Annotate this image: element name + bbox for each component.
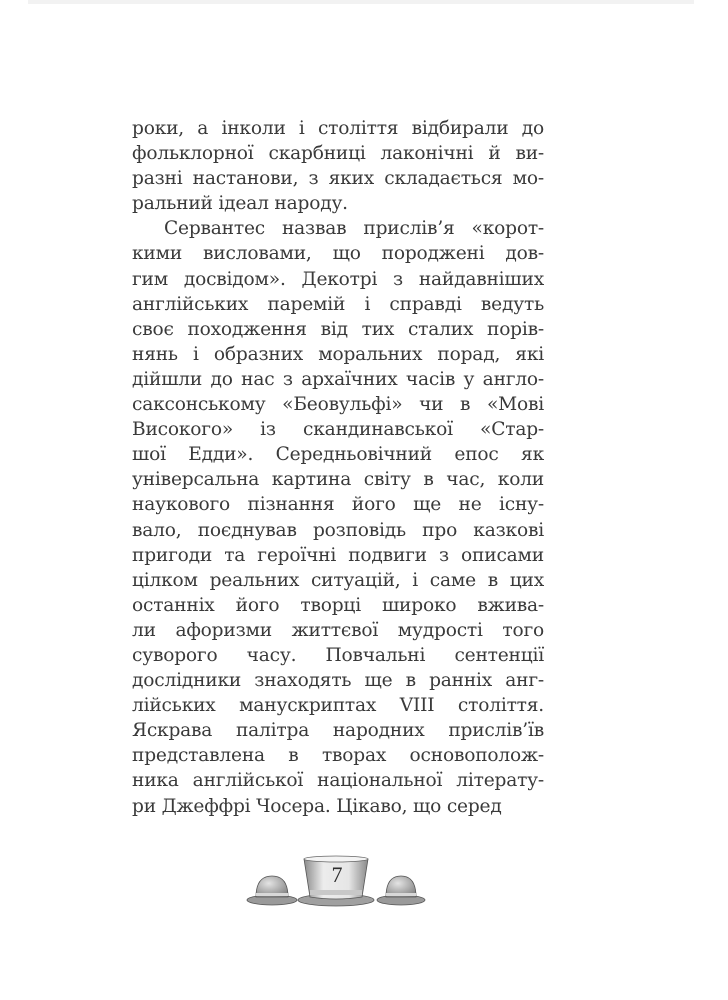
text-line: дослідники знаходять ще в ранніх анг- (132, 670, 544, 692)
text-line: ли афоризми життєвої мудрості того (132, 619, 544, 641)
text-line: шої Едди». Середньовічний епос як (132, 444, 544, 466)
text-line: Високого» із скандинавської «Стар- (132, 419, 544, 441)
bowler-hat-left-icon (247, 876, 297, 905)
page-number: 7 (331, 862, 343, 887)
text-line: останніх його творці широко вжива- (132, 594, 544, 616)
text-line: Сервантес назвав прислів’я «корот- (164, 218, 544, 240)
text-line: разні настанови, з яких складається мо- (132, 168, 544, 190)
text-line: роки, а інколи і століття відбирали до (132, 118, 544, 139)
text-line: ника англійської національної літерату- (132, 770, 544, 792)
text-line: ри Джеффрі Чосера. Цікаво, що серед (132, 795, 502, 817)
text-line: наукового пізнання його ще не існу- (132, 494, 544, 516)
text-line: представлена в творах основополож- (132, 745, 544, 767)
text-line: дійшли до нас з архаїчних часів у англо- (132, 368, 544, 390)
text-line: фольклорної скарбниці лаконічні й ви- (132, 143, 544, 165)
page-top-edge (28, 0, 694, 4)
text-line: гим досвідом». Декотрі з найдавніших (132, 268, 544, 290)
text-line: Яскрава палітра народних прислів’їв (132, 720, 544, 742)
text-line: нянь і образних моральних порад, які (132, 343, 544, 365)
text-line: вало, поєднував розповідь про казкові (132, 519, 544, 541)
text-line: цілком реальних ситуацій, і саме в цих (132, 569, 544, 591)
text-line: лійських манускриптах VIII століття. (132, 695, 544, 717)
text-line: ральний ідеал народу. (132, 193, 348, 215)
text-line: своє походження від тих сталих порів- (132, 318, 544, 340)
text-line: універсальна картина світу в час, коли (132, 469, 544, 491)
text-line: суворого часу. Повчальні сентенції (132, 644, 544, 666)
body-text (132, 116, 544, 819)
bowler-hat-right-icon (377, 876, 425, 905)
text-line: англійських паремій і справді ведуть (132, 293, 544, 315)
text-line: пригоди та героїчні подвиги з описами (132, 544, 544, 566)
text-line: саксонському «Беовульфі» чи в «Мові (132, 394, 544, 416)
text-line: кими висловами, що породжені дов- (132, 243, 544, 265)
